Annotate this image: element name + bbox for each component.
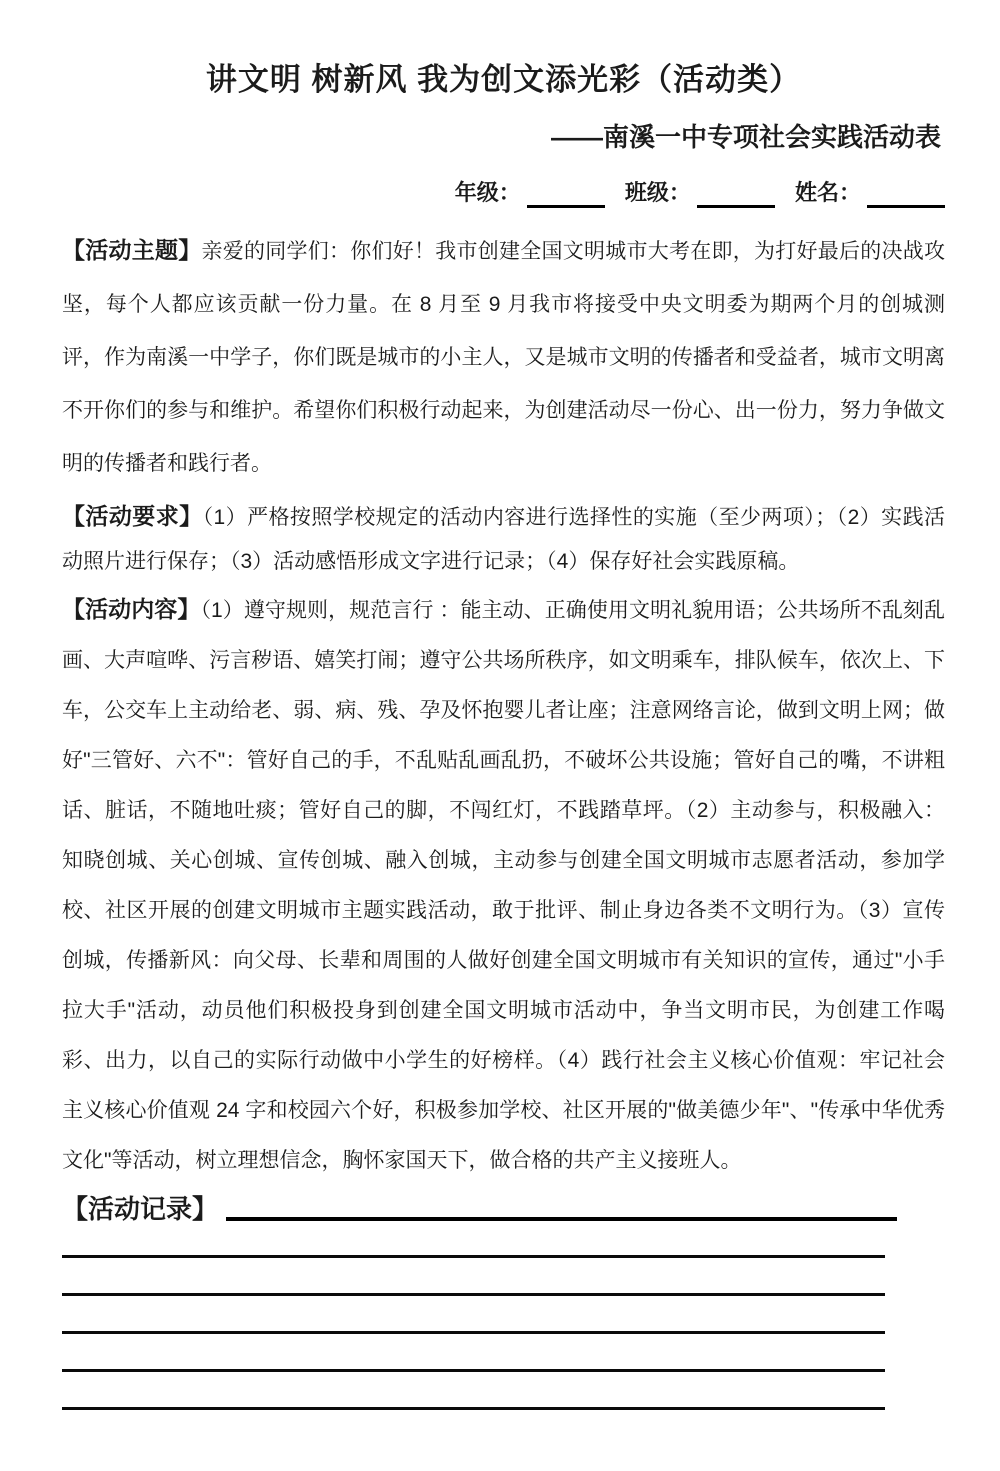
page-title: 讲文明 树新风 我为创文添光彩（活动类）	[205, 62, 802, 97]
activity-content-label: 【活动内容】	[62, 596, 201, 622]
student-info-row	[62, 178, 945, 208]
record-write-line[interactable]	[226, 1217, 897, 1221]
record-blank-line[interactable]	[62, 1293, 885, 1296]
record-blank-line[interactable]	[62, 1331, 885, 1334]
class-blank-field[interactable]	[697, 185, 775, 208]
section-activity-record	[62, 1192, 945, 1227]
document-page	[0, 58, 1000, 1471]
page-subtitle: ——南溪一中专项社会实践活动表	[550, 122, 941, 152]
section-activity-theme	[62, 224, 945, 490]
grade-blank-field[interactable]	[527, 185, 605, 208]
record-blank-lines	[62, 1255, 945, 1410]
record-blank-line[interactable]	[62, 1369, 885, 1372]
section-activity-requirements	[62, 494, 945, 584]
record-blank-line[interactable]	[62, 1255, 885, 1258]
name-blank-field[interactable]	[867, 185, 945, 208]
activity-record-label: 【活动记录】	[62, 1194, 219, 1224]
section-activity-content	[62, 584, 945, 1186]
activity-content-text: （1）遵守规则，规范言行 ：能主动、正确使用文明礼貌用语；公共场所不乱刻乱画、大声喧哗、污言秽语、嬉笑打闹；遵守公共场所秩序，如文明乘车，排队候车，依次上、下车，公交车上主动给老、弱、病、残、孕及怀抱婴儿者让座；注意网络言论，做到文明上网；做好"三管好、六不"：管好自己的手，不乱贴乱画乱扔，不破坏公共设施；管好自己的嘴，不讲粗话、脏话，不随地吐痰；管好自己的脚，不闯红灯，不践踏草坪。（2）主动参与，积极融入：知晓创城、关心创城、宣传创城、融入创城，主动参与创建全国文明城市志愿者活动，参加学校、社区开展的创建文明城市主题实践活动，敢于批评、制止身边各类不文明行为。（3）宣传创城，传播新风：向父母、长辈和周围的人做好创建全国文明城市有关知识的宣传，通过"小手拉大手"活动，动员他们积极投身到创建全国文明城市活动中，争当文明市民，为创建工作喝彩、出力，以自己的实际行动做中小学生的好榜样。（4）践行社会主义核心价值观：牢记社会主义核心价值观 24 字和校园六个好，积极参加学校、社区开展的"做美德少年"、"传承中华优秀文化"等活动，树立理想信念，胸怀家国天下，做合格的共产主义接班人。	[62, 599, 946, 1172]
record-blank-line[interactable]	[62, 1407, 885, 1410]
class-label: 班级：	[624, 180, 691, 205]
activity-requirements-text: （1）严格按照学校规定的活动内容进行选择性的实施（至少两项）；（2）实践活动照片进行保存；（3）活动感悟形成文字进行记录；（4）保存好社会实践原稿。	[62, 506, 945, 573]
activity-theme-label: 【活动主题】	[62, 237, 202, 263]
activity-requirements-label: 【活动要求】	[62, 503, 203, 529]
grade-label: 年级：	[454, 180, 521, 205]
activity-theme-text: 亲爱的同学们：你们好！我市创建全国文明城市大考在即，为打好最后的决战攻坚，每个人都应该贡献一份力量。在 8 月至 9 月我市将接受中央文明委为期两个月的创城测评，作为南溪一中学子，你们既是城市的小主人，又是城市文明的传播者和受益者，城市文明离不开你们的参与和维护。希望你们积极行动起来，为创建活动尽一份心、出一份力，努力争做文明的传播者和践行者。	[62, 240, 945, 475]
name-label: 姓名：	[794, 180, 861, 205]
